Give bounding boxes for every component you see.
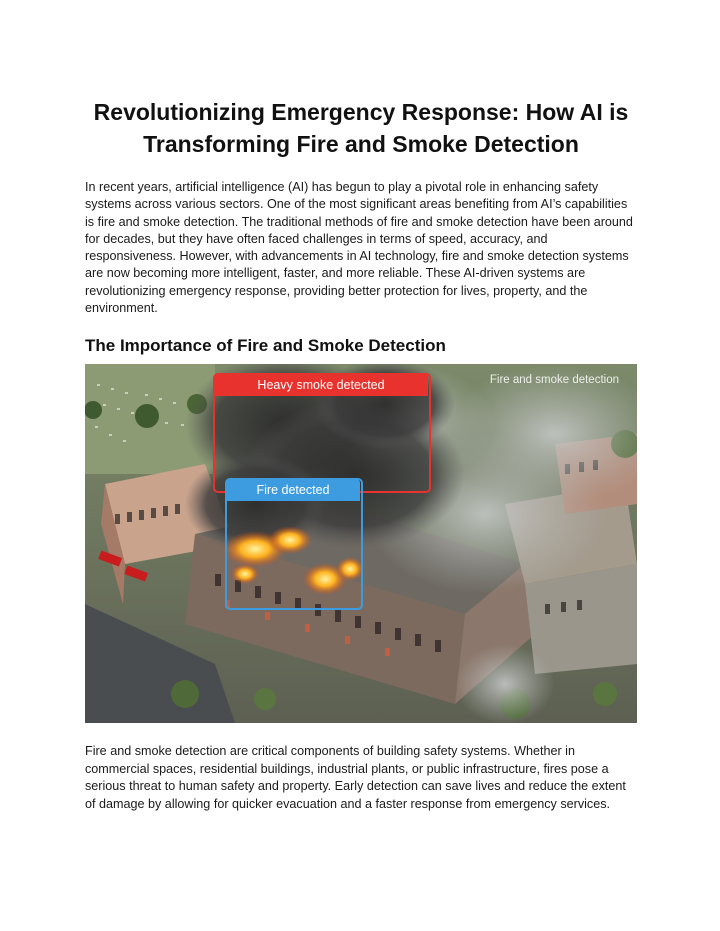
document-page: [85, 96, 637, 813]
smoke-detection-label: Heavy smoke detected: [214, 374, 428, 396]
section-heading: The Importance of Fire and Smoke Detection: [85, 336, 446, 356]
fire-detection-label: Fire detected: [226, 479, 360, 501]
fire-detection-image: [85, 364, 637, 723]
image-watermark: Fire and smoke detection: [489, 374, 619, 387]
article-title: Revolutionizing Emergency Response: How AI is Transforming Fire and Smoke Detection: [93, 99, 629, 157]
section-paragraph: Fire and smoke detection are critical components of building safety systems. Whether in commercial spaces, residential buildings, industrial plants, or public infrastructure, fires pose a serious threat to human safety and property. Early detection can save lives and reduce the extent of damage by allowing for quicker evacuation and a faster response from emergency services.: [85, 744, 626, 811]
intro-paragraph: In recent years, artificial intelligence (AI) has begun to play a pivotal role in enhancing safety systems across various sectors. One of the most significant areas benefiting from AI’s capabilities is fire and smoke detection. The traditional methods of fire and smoke detection have been around for decades, but they have often faced challenges in terms of speed, accuracy, and responsiveness. However, with advancements in AI technology, fire and smoke detection systems are now becoming more intelligent, faster, and more reliable. These AI-driven systems are revolutionizing emergency response, providing better protection for lives, property, and the environment.: [85, 180, 633, 316]
